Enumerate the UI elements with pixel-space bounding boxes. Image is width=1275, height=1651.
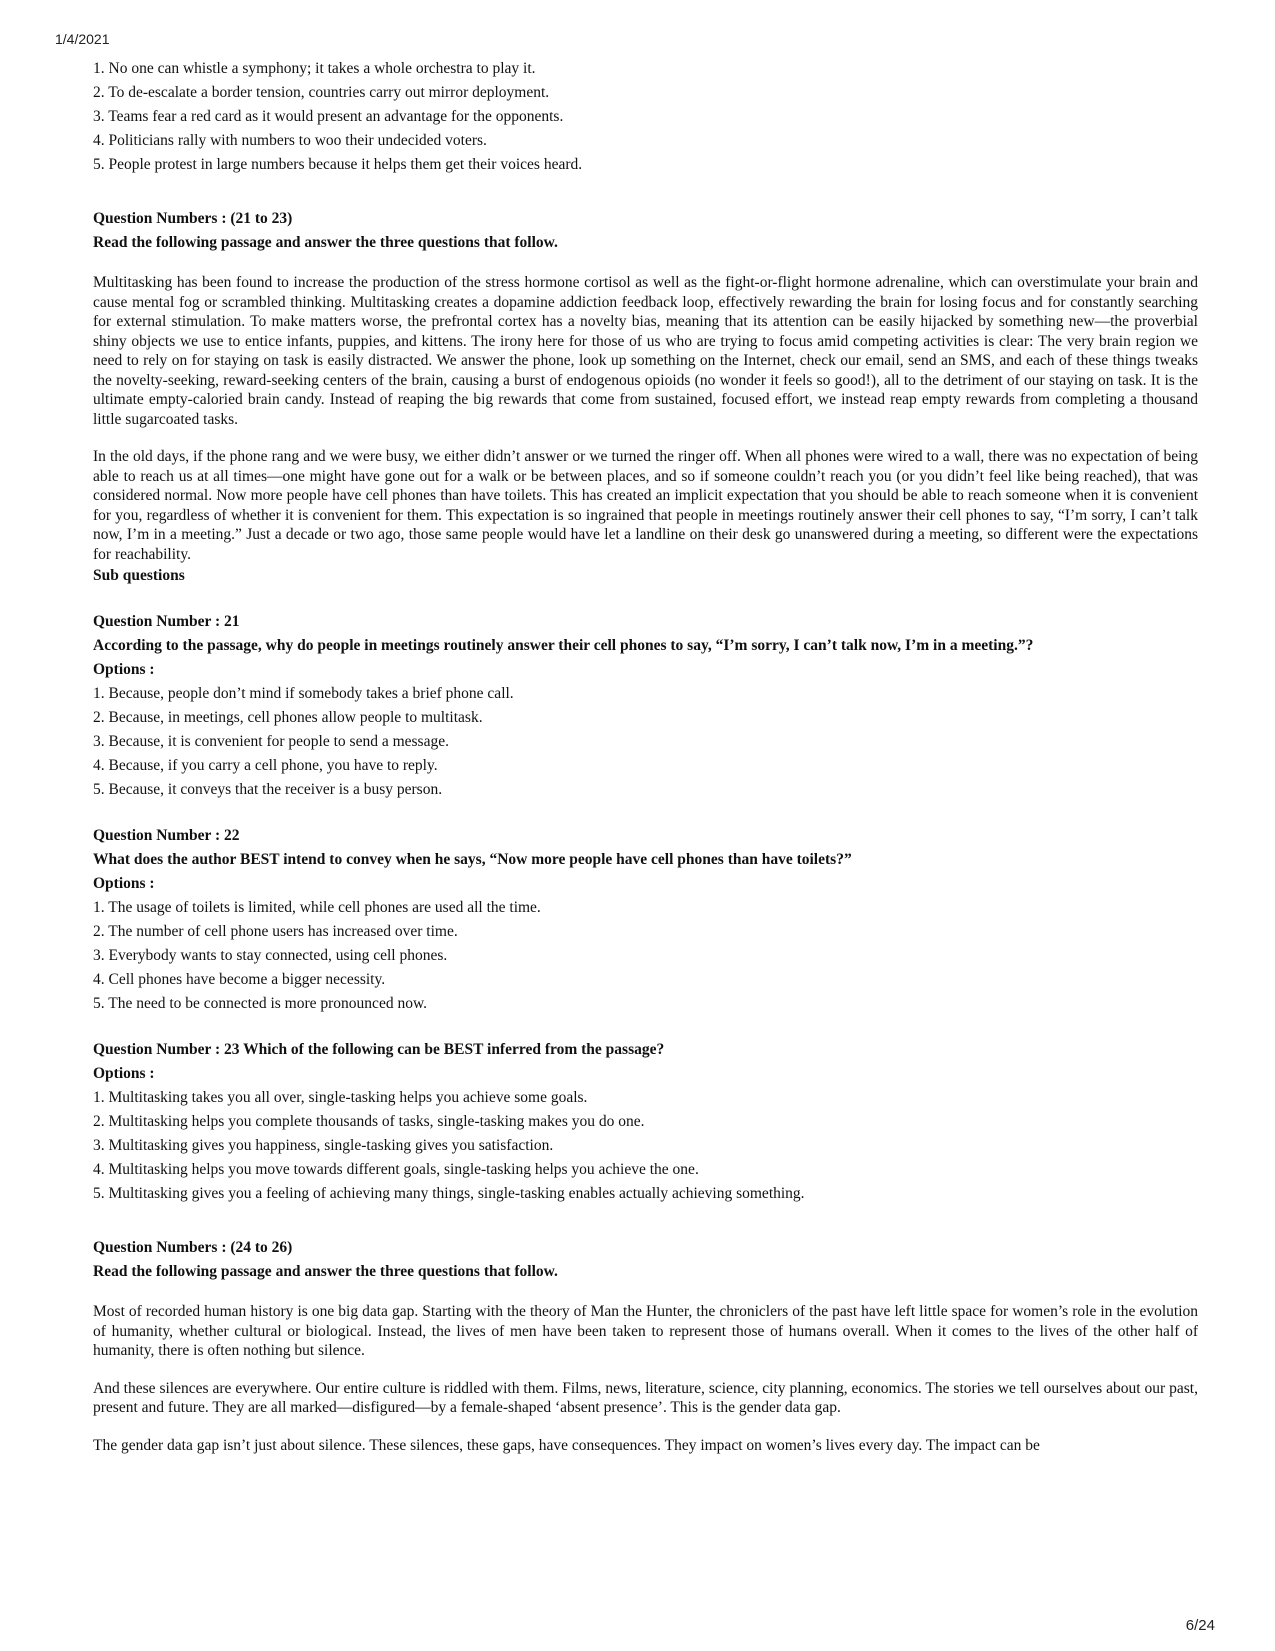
option-item: 2. The number of cell phone users has increased over time. [93, 923, 458, 940]
passage-paragraph: Multitasking has been found to increase the production of the stress hormone cortisol as well as the fight-or-flight hormone adrenaline, which can overstimulate your brain and cause mental fog or scrambled thinking. Multitasking creates a dopamine addiction feedback loop, effectively rewarding the brain for losing focus and for constantly searching for external stimulation. To make matters worse, the prefrontal cortex has a novelty bias, meaning that its attention can be easily hijacked by something new—the proverbial shiny objects we use to entice infants, puppies, and kittens. The irony here for those of us who are trying to focus amid competing activities is clear: The very brain region we need to rely on for staying on task is easily distracted. We answer the phone, look up something on the Internet, check our email, send an SMS, and each of these things tweaks the novelty-seeking, reward-seeking centers of the brain, causing a burst of endogenous opioids (no wonder it feels so good!), all to the detriment of our staying on task. It is the ultimate empty-caloried brain candy. Instead of reaping the big rewards that come from sustained, focused effort, we instead reap empty rewards from completing a thousand little sugarcoated tasks. [93, 274, 1198, 428]
question-23 [93, 1038, 1198, 1206]
passage-paragraph: In the old days, if the phone rang and we were busy, we either didn’t answer or we turned the ringer off. When all phones were wired to a wall, there was no expectation of being able to reach us at all times—one might have gone out for a walk or be between places, and so if someone couldn’t reach you (or you didn’t feel like being reached), that was considered normal. Now more people have cell phones than have toilets. This has created an implicit expectation that you should be able to reach someone when it is convenient for you, regardless of whether it is convenient for them. This expectation is so ingrained that people in meetings routinely answer their cell phones to say, “I’m sorry, I can’t talk now, I’m in a meeting.” Just a decade or two ago, those same people would have let a landline on their desk go unanswered during a meeting, so different were the expectations for reachability. [93, 448, 1198, 563]
sub-questions-label: Sub questions [93, 567, 185, 584]
options-label: Options : [93, 1065, 155, 1082]
option-item: 4. Multitasking helps you move towards different goals, single-tasking helps you achieve the one. [93, 1161, 699, 1178]
option-item: 5. The need to be connected is more pronounced now. [93, 995, 428, 1012]
question-text: According to the passage, why do people in meetings routinely answer their cell phones to say, “I’m sorry, I can’t talk now, I’m in a meeting.”? [93, 637, 1034, 654]
options-label: Options : [93, 661, 155, 678]
question-number: Question Number : 22 [93, 827, 240, 844]
passage-paragraph: The gender data gap isn’t just about silence. These silences, these gaps, have consequences. They impact on women’s lives every day. The impact can be [93, 1436, 1040, 1454]
list-item: 4. Politicians rally with numbers to woo their undecided voters. [93, 132, 487, 149]
passage-paragraph: And these silences are everywhere. Our entire culture is riddled with them. Films, news, literature, science, city planning, economics. The stories we tell ourselves about our past, present and future. They are all marked—disfigured—by a female-shaped ‘absent presence’. This is the gender data gap. [93, 1379, 1198, 1416]
block-heading: Question Numbers : (24 to 26) [93, 1239, 293, 1256]
block-instruction: Read the following passage and answer the three questions that follow. [93, 234, 558, 251]
page-date: 1/4/2021 [55, 31, 110, 47]
option-item: 4. Because, if you carry a cell phone, you have to reply. [93, 757, 438, 774]
option-item: 5. Multitasking gives you a feeling of achieving many things, single-tasking enables actually achieving something. [93, 1185, 805, 1202]
list-item: 1. No one can whistle a symphony; it takes a whole orchestra to play it. [93, 60, 536, 77]
list-item: 2. To de-escalate a border tension, countries carry out mirror deployment. [93, 84, 550, 101]
option-item: 1. The usage of toilets is limited, while cell phones are used all the time. [93, 899, 541, 916]
option-item: 2. Because, in meetings, cell phones allow people to multitask. [93, 709, 483, 726]
page-number: 6/24 [1185, 1617, 1215, 1634]
option-item: 3. Because, it is convenient for people to send a message. [93, 733, 449, 750]
option-item: 3. Multitasking gives you happiness, single-tasking gives you satisfaction. [93, 1137, 554, 1154]
option-item: 4. Cell phones have become a bigger necessity. [93, 971, 386, 988]
block-instruction: Read the following passage and answer the three questions that follow. [93, 1263, 558, 1280]
question-number: Question Number : 23 Which of the following can be BEST inferred from the passage? [93, 1041, 665, 1058]
question-text: What does the author BEST intend to convey when he says, “Now more people have cell phones than have toilets?” [93, 851, 852, 868]
previous-options-list [93, 57, 1198, 177]
list-item: 3. Teams fear a red card as it would present an advantage for the opponents. [93, 108, 564, 125]
question-block-24-26 [93, 1236, 1198, 1455]
list-item: 5. People protest in large numbers because it helps them get their voices heard. [93, 156, 583, 173]
block-heading: Question Numbers : (21 to 23) [93, 210, 293, 227]
page-content [93, 57, 1198, 1455]
option-item: 2. Multitasking helps you complete thousands of tasks, single-tasking makes you do one. [93, 1113, 645, 1130]
question-21 [93, 610, 1198, 802]
option-item: 5. Because, it conveys that the receiver is a busy person. [93, 781, 443, 798]
question-block-21-23 [93, 207, 1198, 1206]
passage-paragraph: Most of recorded human history is one big data gap. Starting with the theory of Man the Hunter, the chroniclers of the past have left little space for women’s role in the evolution of humanity, whether cultural or biological. Instead, the lives of men have been taken to represent those of humans overall. When it comes to the lives of the other half of humanity, there is often nothing but silence. [93, 1303, 1198, 1359]
option-item: 3. Everybody wants to stay connected, using cell phones. [93, 947, 448, 964]
question-number: Question Number : 21 [93, 613, 240, 630]
option-item: 1. Because, people don’t mind if somebody takes a brief phone call. [93, 685, 514, 702]
options-label: Options : [93, 875, 155, 892]
option-item: 1. Multitasking takes you all over, single-tasking helps you achieve some goals. [93, 1089, 588, 1106]
question-22 [93, 824, 1198, 1016]
